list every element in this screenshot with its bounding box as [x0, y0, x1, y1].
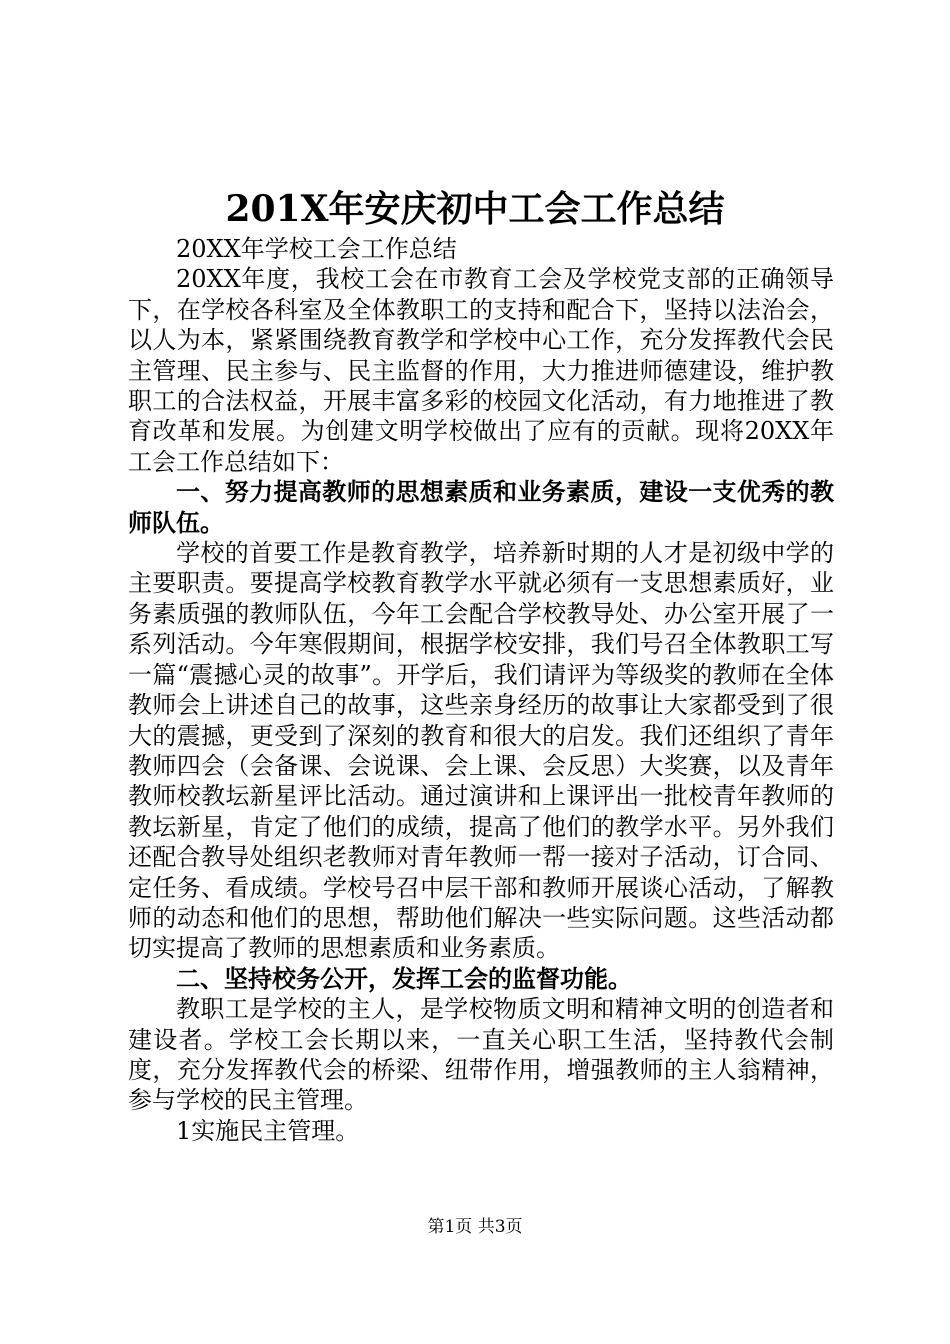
- paragraph-subsection-1: 1实施民主管理。: [176, 1116, 360, 1145]
- paragraph-subtitle: 20XX年学校工会工作总结: [176, 235, 457, 263]
- section-heading-2: 二、坚持校务公开，发挥工会的监督功能。: [176, 964, 632, 993]
- paragraph-intro: 20XX年度，我校工会在市教育工会及学校党支部的正确领导下，在学校各科室及全体教职工的支持和配合下，坚持以法治会，以人为本，紧紧围绕教育教学和学校中心工作，充分发挥教代会民主管理、民主参与、民主监督的作用，大力推进师德建设，维护教职工的合法权益，开展丰富多彩的校园文化活动，有力地推进了教育改革和发展。为创建文明学校做出了应有的贡献。现将20XX年工会工作总结如下：: [128, 265, 834, 476]
- section-heading-1: 一、努力提高教师的思想素质和业务素质，建设一支优秀的教师队伍。: [128, 478, 834, 537]
- page-footer: 第1页 共3页: [427, 1217, 523, 1237]
- document-body: [128, 234, 834, 1146]
- paragraph-section-2: 教职工是学校的主人，是学校物质文明和精神文明的创造者和建设者。学校工会长期以来，一直关心职工生活，坚持教代会制度，充分发挥教代会的桥梁、纽带作用，增强教师的主人翁精神，参与学校的民主管理。: [128, 995, 834, 1115]
- paragraph-section-1: 学校的首要工作是教育教学，培养新时期的人才是初级中学的主要职责。要提高学校教育教学水平就必须有一支思想素质好，业务素质强的教师队伍，今年工会配合学校教导处、办公室开展了一系列活动。今年寒假期间，根据学校安排，我们号召全体教职工写一篇“震撼心灵的故事”。开学后，我们请评为等级奖的教师在全体教师会上讲述自己的故事，这些亲身经历的故事让大家都受到了很大的震撼，更受到了深刻的教育和很大的启发。我们还组织了青年教师四会（会备课、会说课、会上课、会反思）大奖赛，以及青年教师校教坛新星评比活动。通过演讲和上课评出一批校青年教师的教坛新星，肯定了他们的成绩，提高了他们的教学水平。另外我们还配合教导处组织老教师对青年教师一帮一接对子活动，订合同、定任务、看成绩。学校号召中层干部和教师开展谈心活动，了解教师的动态和他们的思想，帮助他们解决一些实际问题。这些活动都切实提高了教师的思想素质和业务素质。: [128, 539, 834, 963]
- document-title: 201X年安庆初中工会工作总结: [225, 188, 725, 230]
